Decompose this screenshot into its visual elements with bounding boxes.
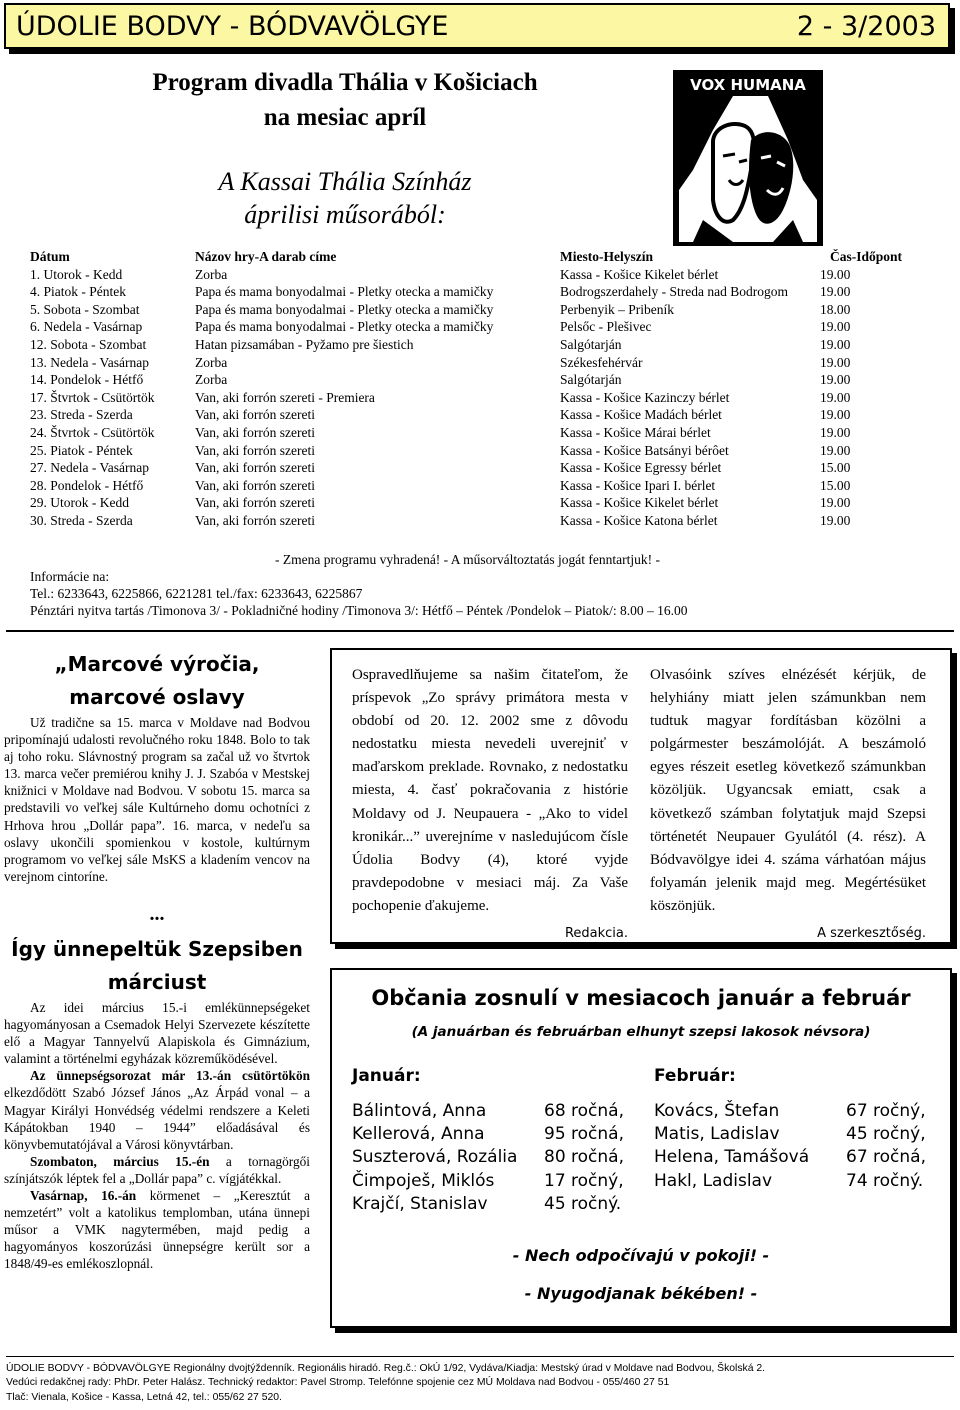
table-row bbox=[30, 266, 935, 284]
table-row bbox=[30, 336, 935, 354]
notice-hungarian-signature: A szerkesztőség. bbox=[817, 926, 926, 942]
cell-date: 4. Piatok - Péntek bbox=[30, 284, 126, 300]
cell-title: Zorba bbox=[195, 354, 228, 370]
cell-venue: Kassa - Košice Kazinczy bérlet bbox=[560, 389, 730, 405]
cell-date: 30. Streda - Szerda bbox=[30, 512, 133, 528]
list-item bbox=[352, 1193, 632, 1216]
cell-venue: Kassa - Košice Ipari I. bérlet bbox=[560, 477, 716, 493]
cell-venue: Kassa - Košice Batsányi bérôet bbox=[560, 442, 729, 458]
cell-title: Van, aki forrón szereti - Premiera bbox=[195, 389, 375, 405]
article1-title-line1: „Marcové výročia, bbox=[54, 652, 260, 676]
cell-time: 15.00 bbox=[820, 460, 851, 476]
logo-text: VOX HUMANA bbox=[690, 76, 806, 94]
cell-title: Van, aki forrón szereti bbox=[195, 424, 315, 440]
article2-paragraph1: Az idei március 15.-i emlékünnepségeket hagyományosan a Csemadok Helyi Szervezete készítette elő a Magyar Tannyelvű Alapiskola és Gimnázium, valamint a történelmi egyházak közreműködésével. bbox=[4, 999, 310, 1067]
list-item bbox=[352, 1146, 632, 1169]
list-item bbox=[352, 1100, 632, 1123]
cell-date: 27. Nedela - Vasárnap bbox=[30, 460, 149, 476]
table-row bbox=[30, 301, 935, 319]
article2-paragraph3 bbox=[4, 1153, 310, 1187]
notice-slovak bbox=[352, 664, 628, 945]
table-row bbox=[30, 477, 935, 495]
cell-date: 6. Nedela - Vasárnap bbox=[30, 319, 143, 335]
list-item bbox=[352, 1123, 632, 1146]
list-item bbox=[654, 1100, 934, 1123]
deceased-age: 45 ročný, bbox=[846, 1124, 926, 1145]
article2-paragraph2 bbox=[4, 1067, 310, 1152]
cell-time: 19.00 bbox=[820, 495, 851, 511]
article2-p4-lead: Vasárnap, 16.-án bbox=[30, 1187, 137, 1203]
cell-venue: Kassa - Košice Katona bérlet bbox=[560, 512, 718, 528]
deceased-name: Čimpoješ, Miklós bbox=[352, 1170, 495, 1191]
list-item bbox=[654, 1146, 934, 1169]
cell-title: Papa és mama bonyodalmai - Pletky otecka a mamičky bbox=[195, 301, 494, 317]
cell-venue: Pelsőc - Plešivec bbox=[560, 319, 652, 335]
cell-date: 28. Pondelok - Hétfő bbox=[30, 477, 144, 493]
deceased-age: 67 ročný, bbox=[846, 1101, 926, 1121]
deceased-age: 45 ročný. bbox=[544, 1193, 622, 1214]
cell-time: 19.00 bbox=[820, 389, 851, 405]
article2-p2-rest: elkezdődött Szabó József János „Az Árpád vonal – a Magyar Királyi Honvédség védelmi rendszere a Keleti Kápátokban 1940 – 1944” előadásával és könyvbemutatójával a Városi könyvtárban. bbox=[4, 1085, 310, 1152]
cell-time: 19.00 bbox=[820, 266, 851, 282]
article2-paragraph4 bbox=[4, 1187, 310, 1272]
cell-venue: Perbenyik – Pribeník bbox=[560, 301, 674, 317]
table-row bbox=[30, 371, 935, 389]
footer-line3: Tlač: Vienala, Košice - Kassa, Letná 42, tel.: 055/62 27 520. bbox=[6, 1391, 282, 1403]
cell-date: 25. Piatok - Péntek bbox=[30, 442, 133, 458]
article2-p4-rest: körmenet – „Keresztút a nemzetért” volt a katolikus templomban, utána ünnepi műsor a VMK nagytermében, majd pedig a hagyományos koszorúzási ünnepségre került sor a 1848/49-es emlékoszlopnál. bbox=[4, 1187, 310, 1272]
list-item bbox=[352, 1170, 632, 1193]
header-date: Dátum bbox=[30, 249, 70, 264]
article1-body: Už tradične sa 15. marca v Moldave nad Bodvou pripomínajú udalosti revolučného roku 1848. Bolo to tak aj toho roku. Slávnostný program sa začal už vo štvrtok 13. marca večer premiérou knihy J. J. Szabóa v Mestskej knižnici v Moldave nad Bodvou. V sobotu 15. marca sa predstavili vo veľkej sále Kultúrneho domu ochotníci z Hrhova hrou „Dollár papa”. 16. marca, v nedeľu sa oslavy ukončili spomienkou v kostole, kultúrnym programom vo veľkej sále MsKS a kladením vencov na verejnom cintoríne. bbox=[4, 715, 310, 884]
cell-date: 1. Utorok - Kedd bbox=[30, 266, 123, 282]
cell-venue: Bodrogszerdahely - Streda nad Bodrogom bbox=[560, 284, 788, 300]
cell-venue: Kassa - Košice Kikelet bérlet bbox=[560, 495, 719, 511]
cell-title: Papa és mama bonyodalmai - Pletky otecka a mamičky bbox=[195, 319, 494, 335]
article1-title-line2: marcové oslavy bbox=[69, 685, 245, 709]
cell-title: Van, aki forrón szereti bbox=[195, 442, 315, 458]
article-separator: ... bbox=[149, 902, 165, 925]
deceased-name: Kovács, Štefan bbox=[654, 1101, 780, 1121]
footer-divider bbox=[6, 1356, 954, 1357]
program-title-line2: na mesiac apríl bbox=[263, 104, 427, 131]
cell-time: 15.00 bbox=[820, 477, 851, 493]
cell-title: Van, aki forrón szereti bbox=[195, 460, 315, 476]
masthead-bar bbox=[4, 3, 950, 49]
masthead-title: ÚDOLIE BODVY - BÓDVAVÖLGYE bbox=[16, 11, 449, 42]
table-row bbox=[30, 442, 935, 460]
cell-date: 13. Nedela - Vasárnap bbox=[30, 354, 149, 370]
february-label: Február: bbox=[654, 1066, 736, 1086]
february-list bbox=[654, 1100, 934, 1193]
program-notice: - Zmena programu vyhradená! - A műsorváltoztatás jogát fenntartjuk! - bbox=[275, 552, 660, 567]
cell-date: 24. Štvrtok - Csütörtök bbox=[30, 424, 155, 440]
table-row bbox=[30, 389, 935, 407]
obituary-title: Občania zosnulí v mesiacoch január a február bbox=[371, 986, 911, 1010]
cell-time: 19.00 bbox=[820, 319, 851, 335]
cell-title: Van, aki forrón szereti bbox=[195, 477, 315, 493]
notice-slovak-body: Ospravedlňujeme sa našim čitateľom, že príspevok „Zo správy primátora mesta v období od 20. 12. 2002 sme z dôvodu nedostatku miesta nevedeli uverejniť v maďarskom preklade. Rovnako, z nedostatku miesta, 4. časť pokračovania z histórie Moldavy od J. Neupauera - „Ako to videl kronikár...” uverejníme v nasledujúcom čísle Údolia Bodvy (4), ktoré vyjde pravdepodobne v mesiaci máj. Za Vaše pochopenie ďakujeme. bbox=[352, 667, 628, 914]
table-row bbox=[30, 283, 935, 301]
deceased-age: 80 ročná, bbox=[544, 1147, 624, 1168]
table-row bbox=[30, 494, 935, 512]
article2-p3-lead: Szombaton, március 15.-én bbox=[30, 1153, 210, 1169]
header-venue: Miesto-Helyszín bbox=[560, 249, 653, 264]
cell-date: 23. Streda - Szerda bbox=[30, 407, 133, 423]
theatre-masks-icon bbox=[673, 70, 823, 246]
cell-title: Van, aki forrón szereti bbox=[195, 407, 315, 423]
deceased-name: Suszterová, Rozália bbox=[352, 1147, 518, 1168]
list-item bbox=[654, 1170, 934, 1193]
deceased-name: Krajčí, Stanislav bbox=[352, 1193, 488, 1214]
section-divider bbox=[6, 630, 954, 632]
theatre-schedule-table bbox=[30, 248, 935, 530]
table-row bbox=[30, 318, 935, 336]
rip-hungarian: - Nyugodjanak békében! - bbox=[524, 1284, 758, 1303]
deceased-age: 68 ročná, bbox=[544, 1101, 624, 1121]
cell-title: Van, aki forrón szereti bbox=[195, 512, 315, 528]
program-title-line1: Program divadla Thália v Košiciach bbox=[152, 69, 538, 96]
deceased-name: Bálintová, Anna bbox=[352, 1101, 487, 1121]
cell-time: 18.00 bbox=[820, 301, 851, 317]
deceased-age: 17 ročný, bbox=[544, 1170, 624, 1191]
cell-time: 19.00 bbox=[820, 424, 851, 440]
table-header-row bbox=[30, 248, 935, 266]
cell-time: 19.00 bbox=[820, 512, 851, 528]
article2-title-line2: márciust bbox=[107, 969, 207, 994]
cell-title: Van, aki forrón szereti bbox=[195, 495, 315, 511]
footer bbox=[6, 1362, 954, 1405]
cell-venue: Kassa - Košice Madách bérlet bbox=[560, 407, 722, 423]
cell-time: 19.00 bbox=[820, 336, 851, 352]
article2-p2-lead: Az ünnepségsorozat már 13.-án csütörtökön bbox=[30, 1068, 310, 1084]
obituary-box bbox=[330, 968, 952, 1328]
cell-venue: Salgótarján bbox=[560, 336, 622, 352]
table-row bbox=[30, 459, 935, 477]
header-title: Názov hry-A darab címe bbox=[195, 249, 337, 264]
program-subtitle-line2: áprilisi műsorából: bbox=[244, 200, 446, 229]
notice-hungarian-body: Olvasóink szíves elnézését kérjük, de helyhiány miatt jelen számunkban nem tudtuk magyar fordításban közölni a polgármester beszámolóját. A beszámoló egyes részeit esetleg következő számunkban közöljük. Ugyancsak emiatt, csak a következő számban folytatjuk majd Szepsi történetét Neupauer Gyulától (4. rész). A Bódvavölgye idei 4. száma várhatóan május folyamán jelenik majd meg. Megértésüket köszönjük. bbox=[650, 667, 926, 914]
obituary-subtitle: (A januárban és februárban elhunyt szepsi lakosok névsora) bbox=[411, 1024, 871, 1040]
cell-title: Hatan pizsamában - Pyžamo pre šiestich bbox=[195, 336, 414, 352]
deceased-age: 95 ročná, bbox=[544, 1124, 624, 1145]
cell-date: 17. Štvrtok - Csütörtök bbox=[30, 389, 155, 405]
cell-title: Papa és mama bonyodalmai - Pletky otecka a mamičky bbox=[195, 284, 494, 300]
table-row bbox=[30, 354, 935, 372]
vox-humana-logo bbox=[673, 70, 823, 246]
cell-time: 19.00 bbox=[820, 442, 851, 458]
cell-date: 14. Pondelok - Hétfő bbox=[30, 372, 144, 388]
deceased-name: Helena, Tamášová bbox=[654, 1147, 810, 1168]
info-hours: Pénztári nyitva tartás /Timonova 3/ - Pokladničné hodiny /Timonova 3/: Hétfő – Péntek /Pondelok – Piatok/: 8.00 – 16.00 bbox=[30, 603, 688, 618]
cell-venue: Kassa - Košice Márai bérlet bbox=[560, 424, 711, 440]
cell-time: 19.00 bbox=[820, 284, 851, 300]
list-item bbox=[654, 1123, 934, 1146]
cell-time: 19.00 bbox=[820, 354, 851, 370]
article2-title-line1: Így ünnepeltük Szepsiben bbox=[11, 936, 303, 961]
cell-title: Zorba bbox=[195, 266, 228, 282]
cell-venue: Székesfehérvár bbox=[560, 354, 643, 370]
table-row bbox=[30, 512, 935, 530]
program-subtitle-line1: A Kassai Thália Színház bbox=[218, 167, 472, 196]
header-time: Čas-Időpont bbox=[830, 249, 903, 264]
info-phones: Tel.: 6233643, 6225866, 6221281 tel./fax: 6233643, 6225867 bbox=[30, 586, 363, 601]
cell-date: 5. Sobota - Szombat bbox=[30, 301, 140, 317]
table-row bbox=[30, 424, 935, 442]
january-list bbox=[352, 1100, 632, 1216]
cell-venue: Kassa - Košice Egressy bérlet bbox=[560, 460, 722, 476]
deceased-age: 74 ročný. bbox=[846, 1170, 924, 1191]
rip-slovak: - Nech odpočívajú v pokoji! - bbox=[512, 1246, 770, 1265]
table-row bbox=[30, 406, 935, 424]
footer-line1: ÚDOLIE BODVY - BÓDVAVÖLGYE Regionálny dvojtýždenník. Regionális hiradó. Reg.č.: OkÚ 1/92, Vydáva/Kiadja: Mestský úrad v Moldave nad Bodvou, Školská 2. bbox=[6, 1363, 766, 1374]
cell-title: Zorba bbox=[195, 372, 228, 388]
deceased-name: Hakl, Ladislav bbox=[654, 1170, 773, 1191]
january-label: Január: bbox=[352, 1066, 421, 1086]
cell-time: 19.00 bbox=[820, 372, 851, 388]
cell-venue: Salgótarján bbox=[560, 372, 622, 388]
deceased-name: Kellerová, Anna bbox=[352, 1124, 485, 1145]
deceased-age: 67 ročná, bbox=[846, 1147, 926, 1168]
info-label: Informácie na: bbox=[30, 569, 110, 584]
notice-hungarian bbox=[650, 664, 926, 945]
cell-time: 19.00 bbox=[820, 407, 851, 423]
deceased-name: Matis, Ladislav bbox=[654, 1124, 780, 1145]
editorial-notice-box bbox=[330, 648, 952, 944]
cell-date: 29. Utorok - Kedd bbox=[30, 495, 129, 511]
article2-p3-rest: a tornagörgői színjátszók léptek fel a „Dollár papa” c. vígjátékkal. bbox=[4, 1153, 310, 1186]
cell-date: 12. Sobota - Szombat bbox=[30, 336, 147, 352]
footer-line2: Vedúci redakčnej rady: PhDr. Peter Halász. Technický redaktor: Pavel Stromp. Telefónne spojenie cez MÚ Moldava nad Bodvou - 055/460 27 51 bbox=[6, 1377, 670, 1389]
issue-number: 2 - 3/2003 bbox=[796, 11, 936, 42]
left-column bbox=[4, 648, 310, 1272]
cell-venue: Kassa - Košice Kikelet bérlet bbox=[560, 266, 719, 282]
notice-slovak-signature: Redakcia. bbox=[564, 926, 628, 942]
